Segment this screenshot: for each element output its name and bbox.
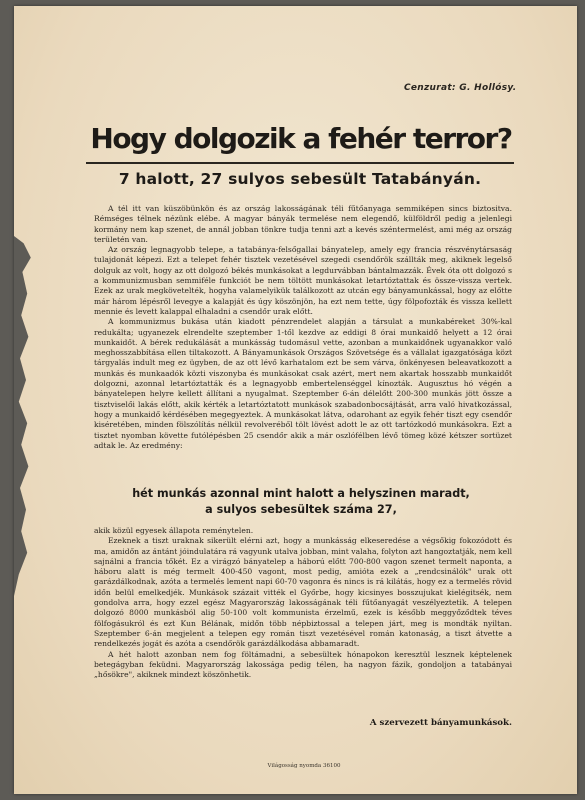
body-section-1 bbox=[94, 204, 512, 451]
paragraph: A kommunizmus bukása után kiadott pénzrendelet alapján a társulat a munkabéreket 30%-kal redukálta; ugyanezek elrendelte szeptember 1-től kezdve az eddigi 8 órai munkaidő helyett a 12 órai munkaidőt. A bérek redukálását a munkásság tudomásul vette, azonban a munkaidőnek ugyanakkor való meghosszabbítása ellen tiltakozott. A Bányamunkások Országos Szövetsége és a vállalat igazgatósága közt tárgyalás indult meg ez ügyben, de az ott lévő karhatalom ezt be sem várva, önkényesen beleavatkozott a munkás és munkaadók közti viszonyba és munkásokat csak azért, mert nem akartak hosszabb munkaidőt dolgozni, azonnal letartóztatták és a legnagyobb embertelenséggel kínozták. Augusztus hó végén a bányatelepen helyre kellett állítani a nyugalmat. Szeptember 6-án délelőtt 200-300 munkás jött össze a tisztviselői lakás előtt, akik kérték a letartóztatott munkások szabadonbocsájtását, arra való hivatkozással, hogy a munkaidő kérdésében megegyeztek. A munkásokat látva, odarohant az egyik fehér tiszt egy csendőr kiséretében, minden fölszólítás nélkül revolveréből tölt lövést adott le az ott tartózkodó munkásokra. Ezt a tisztet nyomban követte futólépésben 25 csendőr akik a már oszlófélben lévő tömeg közé kétszer sortüzet adtak le. Az eredmény: bbox=[94, 317, 512, 450]
printer-imprint: Világosság nyomda 36100 bbox=[267, 763, 341, 769]
paragraph: Az ország legnagyobb telepe, a tatabánya-felsőgallai bányatelep, amely egy francia részvénytársaság tulajdonát képezi. Ezt a telepet fehér tisztek vezetésével szegedi csendőrök szállták meg, akiknek legelső dolguk az volt, hogy az ott dolgozó békés munkásokat a legdurvábban bántalmazzák. Évek óta ott dolgozó s a kommunizmusban semmiféle funkciót be nem töltött munkásokat letartóztattak és össze-vissza vertek. Ezek az urak megkövetelték, hogyha valamelyikük találkozott az utcán egy bányamunkással, hogy az előtte már három lépésről levegye a kalapját és úgy köszönjön, ha ezt nem tette, úgy fölpofozták és vissza kellett mennie és levett kalappal elhaladni a csendőr urak előtt. bbox=[94, 245, 512, 316]
censor-note: Cenzurat: G. Hollósy. bbox=[404, 83, 517, 93]
torn-edge bbox=[14, 236, 38, 596]
paragraph: A hét halott azonban nem fog föltámadni, a sebesültek hónapokon keresztül lesznek képtelenek betegágyban feküdni. Magyarország lakossága pedig télen, ha nagyon fázik, gondoljon a tatabányai „hősökre", akiknek mindezt köszönhetik. bbox=[94, 649, 512, 680]
headline-rule bbox=[86, 162, 514, 164]
body-section-2 bbox=[94, 526, 512, 680]
poster-sheet bbox=[14, 6, 577, 794]
highlight-wounded: a sulyos sebesültek száma 27, bbox=[205, 503, 397, 516]
paragraph: A tél itt van küszöbünkön és az ország lakosságának téli fűtőanyaga semmiképen sincs biztositva. Rémséges télnek nézünk elébe. A magyar bányák termelése nem elegendő, külföldről pedig a jelenlegi kormány nem kap szenet, de annál jobban tönkre tudja tenni azt a kevés széntermelést, ami még az ország területén van. bbox=[94, 204, 512, 244]
paragraph: Ezeknek a tiszt uraknak sikerült elérni azt, hogy a munkásság elkeseredése a végsőkig fokozódott és ma, amidőn az ántánt jóindulatára rá vagyunk utalva jobban, mint valaha, folyton azt hangoztatják, nem kell sajnálni a francia tőkét. Ez a virágzó bányatelep a háború előtt 700-800 vagon szenet termelt naponta, a háboru alatt is még termelt 400-450 vagont, most pedig, amióta ezek a „rendcsinálók" urak ott garázdálkodnak, azóta a termelés lement napi 60-70 vagonra és nincs is rá kilátás, hogy ez a termelés rövid időn belül emelkedjék. Munkások százait vitték el Győrbe, hogy kicsinyes bosszujukat kielégitsék, nem gondolva arra, hogy ezzel egész Magyarország lakosságának téli fűtőanyagát veszélyeztetik. A telepen dolgozó 8000 munkásból alig 50-100 volt kommunista érzelmű, ezek is később meggyőződtek téves fölfogásukról és ezt Kun Bélának, midőn több népbiztossal a telepen járt, meg is mondták nyiltan. Szeptember 6-án megjelent a telepen egy román tiszt vezetésével román katonaság, a tiszt átvette a rendelkezés jogát és azóta a csendőrök garázdálkodása abbamaradt. bbox=[94, 536, 512, 649]
highlight-dead: hét munkás azonnal mint halott a helyszinen maradt, bbox=[132, 487, 470, 500]
signature: A szervezett bányamunkások. bbox=[369, 718, 512, 728]
paragraph: akik közül egyesek állapota reménytelen. bbox=[94, 526, 254, 535]
subheadline: 7 halott, 27 sulyos sebesült Tatabányán. bbox=[118, 170, 482, 188]
headline: Hogy dolgozik a fehér terror? bbox=[90, 122, 512, 155]
